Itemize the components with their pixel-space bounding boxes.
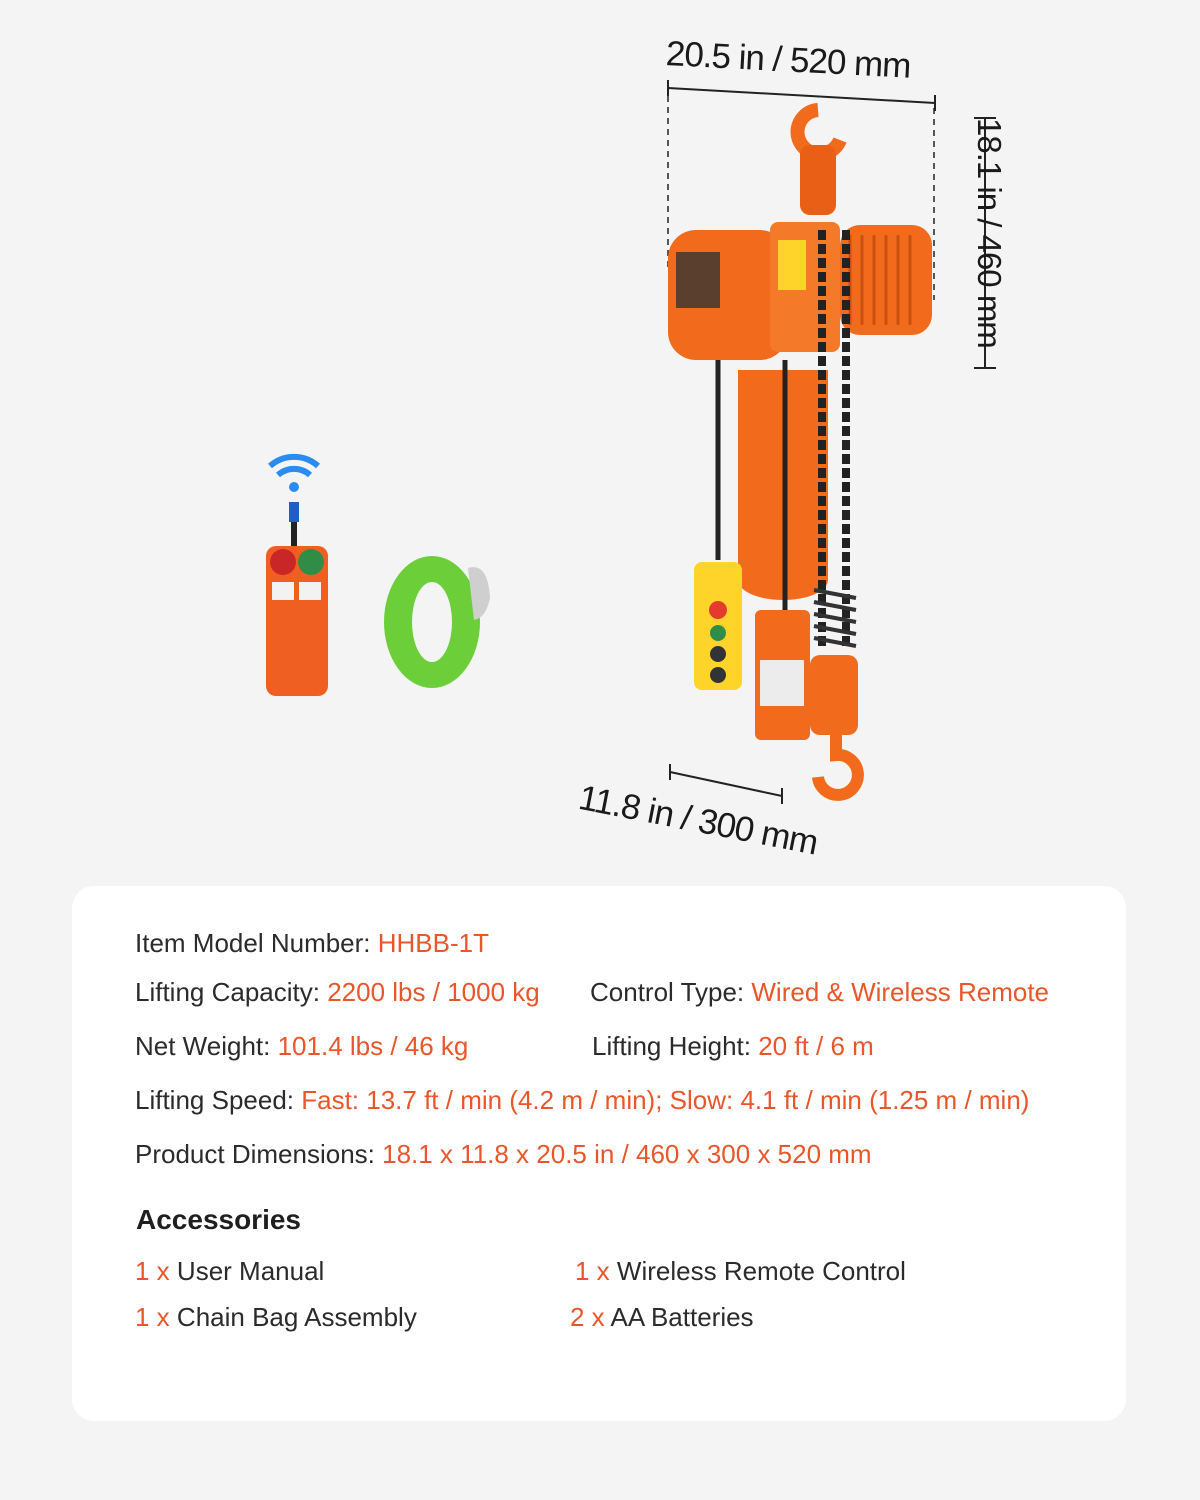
lifting-sling-image [384, 556, 490, 688]
spec-label: Product Dimensions: [135, 1139, 383, 1169]
accessory-item [135, 1302, 417, 1333]
accessory-qty: 1 x [135, 1302, 170, 1332]
spec-label: Control Type: [590, 977, 752, 1007]
electric-hoist-image [668, 110, 932, 795]
width-dimension-label: 20.5 in / 520 mm [664, 34, 912, 86]
spec-value: HHBB-1T [377, 928, 489, 958]
spec-value: 101.4 lbs / 46 kg [277, 1031, 469, 1061]
accessory-name: AA Batteries [610, 1302, 754, 1332]
spec-value: 18.1 x 11.8 x 20.5 in / 460 x 300 x 520 mm [382, 1139, 872, 1169]
spec-label: Lifting Speed: [135, 1085, 302, 1115]
accessory-item [575, 1256, 906, 1287]
spec-value: 20 ft / 6 m [758, 1031, 874, 1061]
accessory-name: Wireless Remote Control [616, 1256, 906, 1286]
spec-model [135, 928, 489, 959]
spec-dimensions [135, 1139, 872, 1170]
accessory-item [570, 1302, 754, 1333]
spec-speed [135, 1085, 1029, 1116]
spec-label: Item Model Number: [135, 928, 378, 958]
depth-dimension-label: 11.8 in / 300 mm [575, 778, 821, 863]
accessory-qty: 1 x [575, 1256, 610, 1286]
spec-capacity [135, 977, 540, 1008]
spec-value: Fast: 13.7 ft / min (4.2 m / min); Slow: 4.1 ft / min (1.25 m / min) [301, 1085, 1030, 1115]
spec-lifting-height [592, 1031, 874, 1062]
accessory-qty: 1 x [135, 1256, 170, 1286]
spec-label: Lifting Height: [592, 1031, 759, 1061]
spec-label: Lifting Capacity: [135, 977, 328, 1007]
accessory-name: User Manual [176, 1256, 325, 1286]
spec-value: 2200 lbs / 1000 kg [327, 977, 540, 1007]
accessory-name: Chain Bag Assembly [176, 1302, 417, 1332]
spec-weight [135, 1031, 468, 1062]
spec-value: Wired & Wireless Remote [751, 977, 1050, 1007]
height-dimension-label: 18.1 in / 460 mm [971, 118, 1008, 348]
wireless-remote-image [266, 457, 328, 696]
accessories-title: Accessories [136, 1204, 302, 1235]
accessory-item [135, 1256, 324, 1287]
accessory-qty: 2 x [570, 1302, 605, 1332]
spec-control [590, 977, 1049, 1008]
spec-label: Net Weight: [135, 1031, 278, 1061]
